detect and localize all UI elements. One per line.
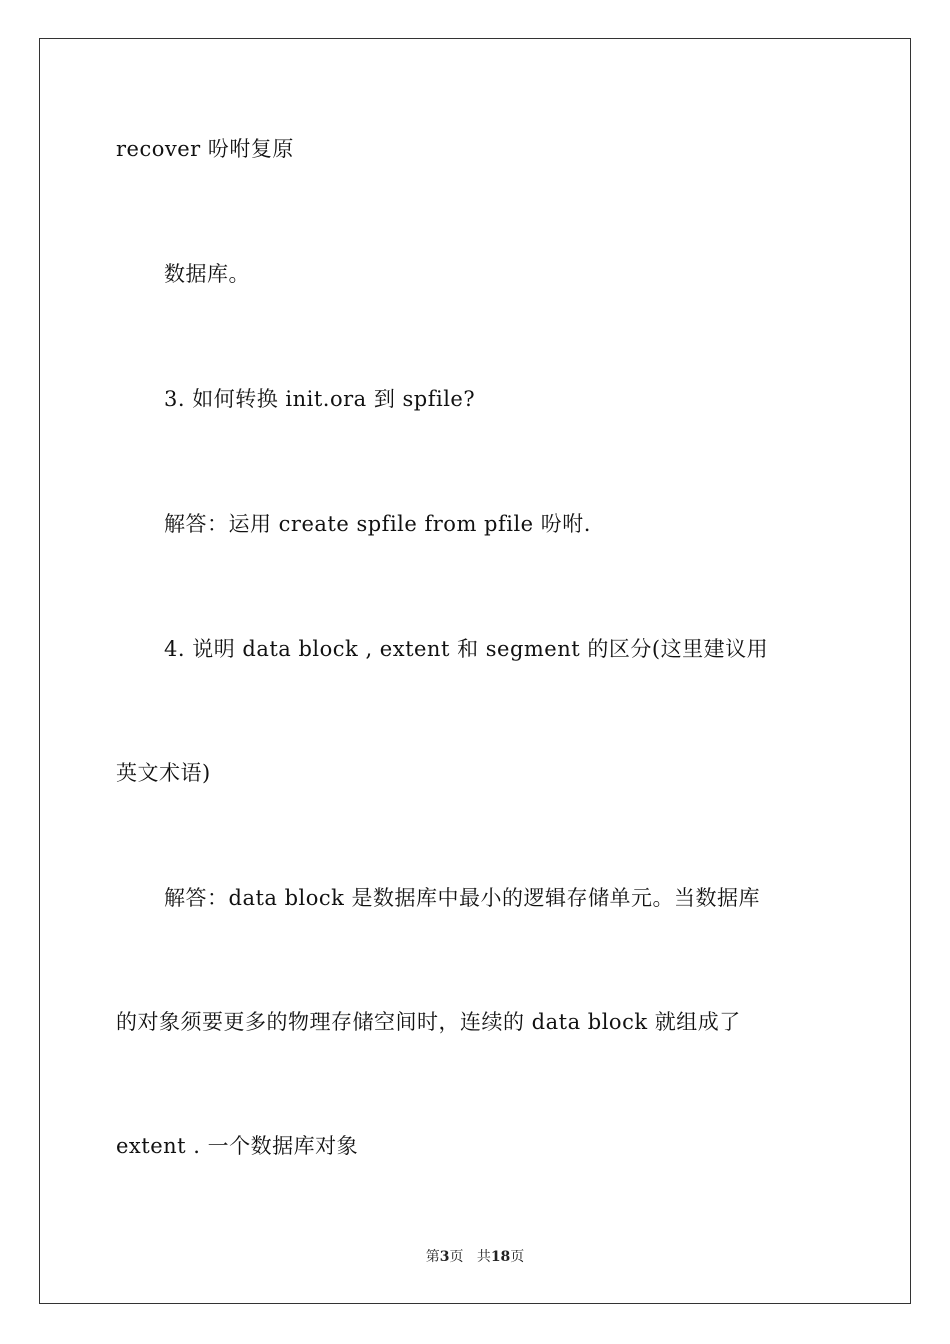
text-line-3: 3. 如何转换 init.ora 到 spfile? xyxy=(164,387,476,411)
footer-page-suffix: 页 xyxy=(449,1249,464,1265)
text-line-2: 数据库。 xyxy=(164,262,250,286)
text-line-9: extent . 一个数据库对象 xyxy=(116,1134,359,1158)
text-line-4: 解答：运用 create spfile from pfile 吩咐. xyxy=(164,512,591,536)
page-footer xyxy=(0,1248,950,1266)
text-line-1: recover 吩咐复原 xyxy=(116,137,294,161)
footer-total-pages: 18 xyxy=(490,1249,511,1265)
text-line-5: 4. 说明 data block , extent 和 segment 的区分(这里建议用 xyxy=(164,637,769,661)
footer-total-suffix: 页 xyxy=(510,1249,525,1265)
footer-prefix: 第 xyxy=(425,1249,440,1265)
footer-page-number: 3 xyxy=(439,1249,450,1265)
page-border xyxy=(39,38,911,1304)
footer-total-prefix: 共 xyxy=(476,1249,491,1265)
text-line-8: 的对象须要更多的物理存储空间时，连续的 data block 就组成了 xyxy=(116,1010,741,1034)
text-line-7: 解答：data block 是数据库中最小的逻辑存储单元。当数据库 xyxy=(164,886,761,910)
text-line-6: 英文术语) xyxy=(116,761,211,785)
